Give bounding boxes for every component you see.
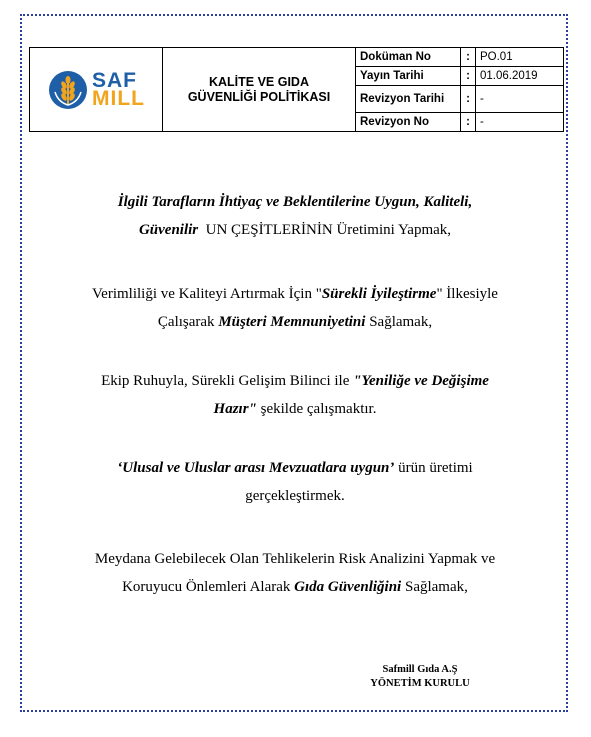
wheat-icon [48,70,88,110]
document-header-table [29,47,564,132]
text-span: Gıda Güvenliğini [294,579,402,595]
field-key: Yayın Tarihi [356,67,461,86]
text-span: İlgili Tarafların İhtiyaç ve Beklentilerine Uygun, Kaliteli, [117,194,473,210]
text-span: Müşteri Memnuniyetini [218,314,366,330]
field-key: Doküman No [356,48,461,67]
policy-paragraph-4 [40,454,550,510]
text-span: Ekip Ruhuyla, Sürekli Gelişim Bilinci ile [101,373,354,389]
logo-wordmark [92,68,145,110]
company-logo [30,70,162,110]
field-value: 01.06.2019 [476,67,564,86]
signature-company: Safmill Gıda A.Ş [382,664,458,675]
field-key: Revizyon No [356,113,461,132]
text-span: şekilde çalışmaktır. [256,401,377,417]
logo-saf-text: SAF [92,68,137,92]
text-span: UN ÇEŞİTLERİNİN Üretimini Yapmak, [198,222,452,238]
policy-paragraph-2 [40,280,550,336]
text-span: Sağlamak, [401,579,468,595]
policy-paragraph-1 [40,188,550,244]
field-value: - [476,113,564,132]
title-line-1: KALİTE VE GIDA [208,74,309,89]
logo-cell [30,48,163,132]
field-colon: : [461,86,476,113]
logo-mill-text: MILL [92,86,145,110]
field-colon: : [461,113,476,132]
field-value: - [476,86,564,113]
text-span: ürün üretimi [394,460,473,476]
text-span: ‘Ulusal ve Uluslar arası Mevzuatlara uygun’ [117,460,395,476]
text-span: Sürekli İyileştirme [321,286,437,302]
text-span: Güvenilir [138,222,199,238]
field-value: PO.01 [476,48,564,67]
policy-paragraph-5 [40,545,550,601]
field-colon: : [461,67,476,86]
title-line-2: GÜVENLİĞİ POLİTİKASI [187,89,331,104]
text-span: gerçekleştirmek. [245,488,345,504]
field-colon: : [461,48,476,67]
text-span: Meydana Gelebilecek Olan Tehlikelerin Risk Analizini Yapmak ve [94,551,496,567]
signature-board: YÖNETİM KURULU [370,678,470,689]
text-span: Sağlamak, [365,314,433,330]
text-span: " İlkesiyle [436,286,498,302]
signature-block [355,663,485,691]
text-span: Verimliliği ve Kaliteyi Artırmak İçin " [92,286,322,302]
text-span: Hazır" [213,401,257,417]
field-key: Revizyon Tarihi [356,86,461,113]
text-span: Çalışarak [157,314,219,330]
text-span: Koruyucu Önlemleri Alarak [122,579,295,595]
policy-paragraph-3 [40,367,550,423]
document-title [163,48,356,132]
text-span: "Yeniliğe ve Değişime [353,373,489,389]
